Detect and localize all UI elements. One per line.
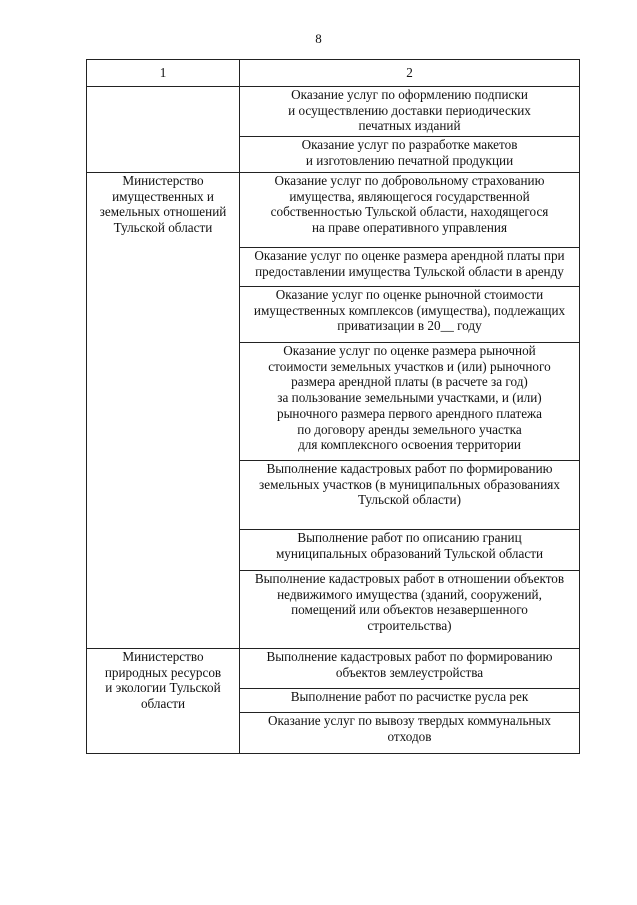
service-line: для комплексного освоения территории [298,437,521,453]
service-line: Оказание услуг по добровольному страхованию [274,173,545,188]
service-line: помещений или объектов незавершенного [291,602,528,618]
service-line: и осуществлению доставки периодических [288,102,531,118]
service-cell [240,173,580,248]
service-cell [240,649,580,689]
service-line: Выполнение работ по расчистке русла рек [290,689,529,704]
service-line: Оказание услуг по оценке размера рыночной [283,343,536,358]
service-cell [240,87,580,137]
service-cell [240,137,580,173]
service-cell [240,713,580,754]
ministry-line: имущественных и [112,188,214,204]
service-cell [240,287,580,343]
service-line: Оказание услуг по оформлению подписки [291,87,528,102]
service-line: Тульской области) [357,492,462,508]
service-line: имущественных комплексов (имущества), подлежащих [253,302,566,318]
service-line: размера арендной платы (в расчете за год) [291,374,528,390]
ministry-line: Министерство [122,173,204,188]
ministry-line: Министерство [122,649,204,664]
service-line: Выполнение кадастровых работ в отношении объектов [254,571,565,586]
table-row [87,173,580,248]
service-cell [240,248,580,287]
ministry-line: и экологии Тульской [105,680,221,696]
service-line: Оказание услуг по разработке макетов [301,137,518,152]
ministry-cell [87,173,240,649]
ministry-cell [87,87,240,173]
service-line: недвижимого имущества (зданий, сооружений, [277,586,542,602]
service-line: имущества, являющегося государственной [289,188,530,204]
table-row [87,649,580,689]
service-line: за пользование земельными участками, и (или) [277,390,542,406]
service-line: собственностью Тульской области, находящегося [270,204,549,220]
service-cell [240,530,580,571]
service-line: приватизации в 20__ году [337,318,482,334]
service-cell [240,571,580,649]
service-line: и изготовлению печатной продукции [305,152,514,168]
service-line: печатных изданий [358,118,461,134]
service-cell [240,461,580,530]
service-line: Выполнение кадастровых работ по формированию [266,461,553,476]
service-cell [240,689,580,713]
procurement-table [86,59,580,754]
service-line: Выполнение работ по описанию границ [297,530,522,545]
service-line: Оказание услуг по оценке рыночной стоимости [275,287,544,302]
ministry-line: природных ресурсов [104,664,222,680]
service-line: муниципальных образований Тульской области [275,545,544,561]
column-header: 2 [240,60,580,87]
service-cell [240,343,580,461]
service-line: стоимости земельных участков и (или) рыночного [268,358,551,374]
column-header: 1 [87,60,240,87]
service-line: отходов [387,728,432,744]
service-line: земельных участков (в муниципальных образованиях [259,476,560,492]
service-line: Выполнение кадастровых работ по формированию [266,649,553,664]
service-line: Оказание услуг по вывозу твердых коммунальных [268,713,551,728]
table-row [87,87,580,137]
page-number: 8 [315,31,322,46]
ministry-line: Тульской области [113,220,213,236]
service-line: объектов землеустройства [335,664,484,680]
service-line: рыночного размера первого арендного платежа [276,405,543,421]
service-line: строительства) [367,618,452,634]
service-line: Оказание услуг по оценке размера арендной платы при [254,248,565,263]
table-header-row [87,60,580,87]
ministry-line: области [140,696,186,712]
service-line: на праве оперативного управления [311,220,508,236]
service-line: предоставлении имущества Тульской области в аренду [255,263,564,279]
ministry-cell [87,649,240,754]
service-line: по договору аренды земельного участка [297,421,522,437]
ministry-line: земельных отношений [99,204,227,220]
